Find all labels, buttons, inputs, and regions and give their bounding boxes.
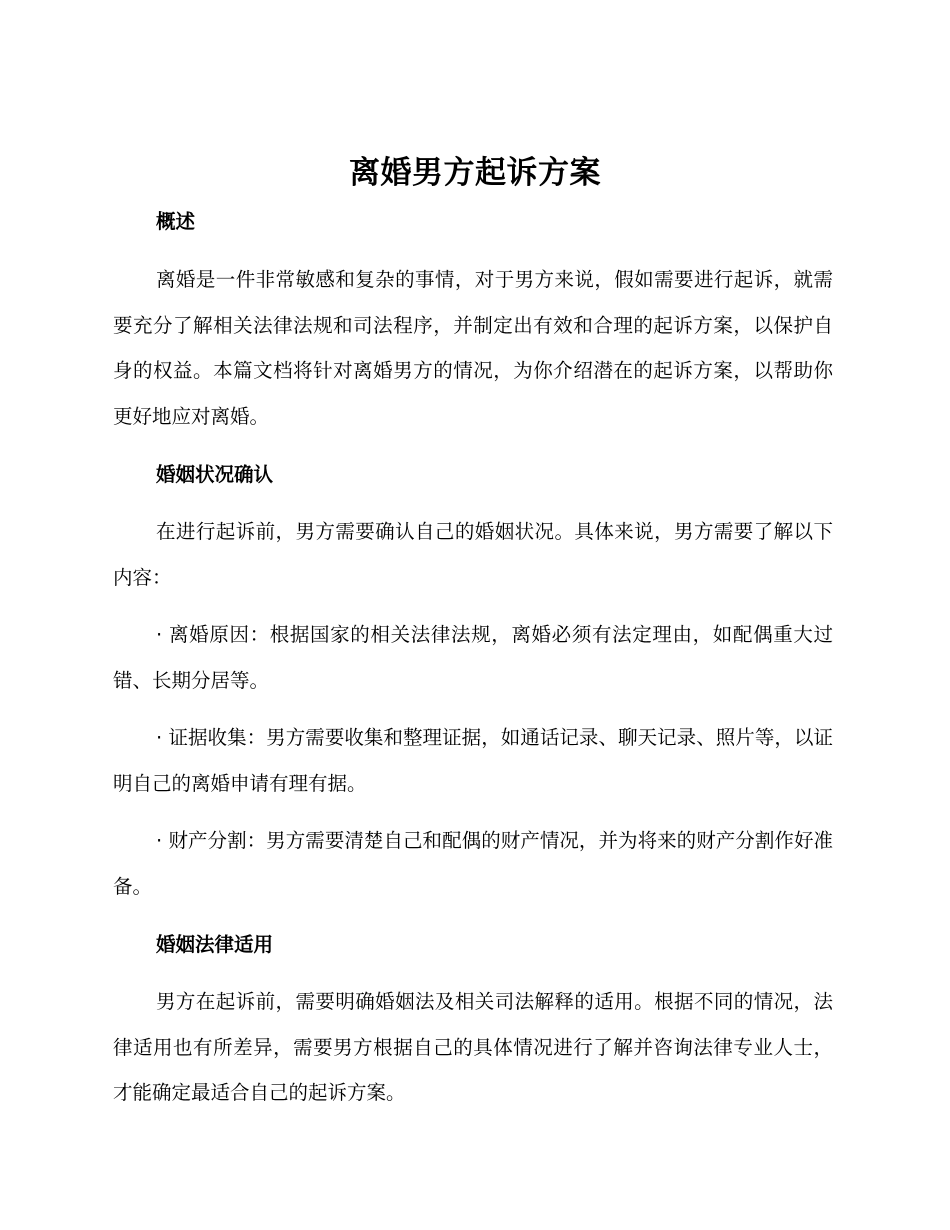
section-heading-overview: 概述 — [156, 210, 196, 233]
bullet-item-divorce-reason: · 离婚原因：根据国家的相关法律法规，离婚必须有法定理由，如配偶重大过错、长期分居等。 — [113, 623, 833, 692]
section-heading-law-application: 婚姻法律适用 — [156, 933, 274, 956]
document-title: 离婚男方起诉方案 — [349, 155, 601, 191]
bullet-item-evidence-collection: · 证据收集：男方需要收集和整理证据，如通话记录、聊天记录、照片等，以证明自己的离婚申请有理有据。 — [113, 726, 833, 795]
document-body — [113, 200, 833, 1116]
bullet-item-property-division: · 财产分割：男方需要清楚自己和配偶的财产情况，并为将来的财产分割作好准备。 — [113, 829, 833, 898]
section-paragraph-marital-status: 在进行起诉前，男方需要确认自己的婚姻状况。具体来说，男方需要了解以下内容： — [113, 520, 833, 589]
section-heading-marital-status: 婚姻状况确认 — [156, 463, 274, 486]
section-paragraph-law-application: 男方在起诉前，需要明确婚姻法及相关司法解释的适用。根据不同的情况，法律适用也有所差异，需要男方根据自己的具体情况进行了解并咨询法律专业人士，才能确定最适合自己的起诉方案。 — [113, 990, 833, 1104]
section-paragraph-overview: 离婚是一件非常敏感和复杂的事情，对于男方来说，假如需要进行起诉，就需要充分了解相关法律法规和司法程序，并制定出有效和合理的起诉方案，以保护自身的权益。本篇文档将针对离婚男方的情况，为你介绍潜在的起诉方案，以帮助你更好地应对离婚。 — [113, 268, 833, 428]
